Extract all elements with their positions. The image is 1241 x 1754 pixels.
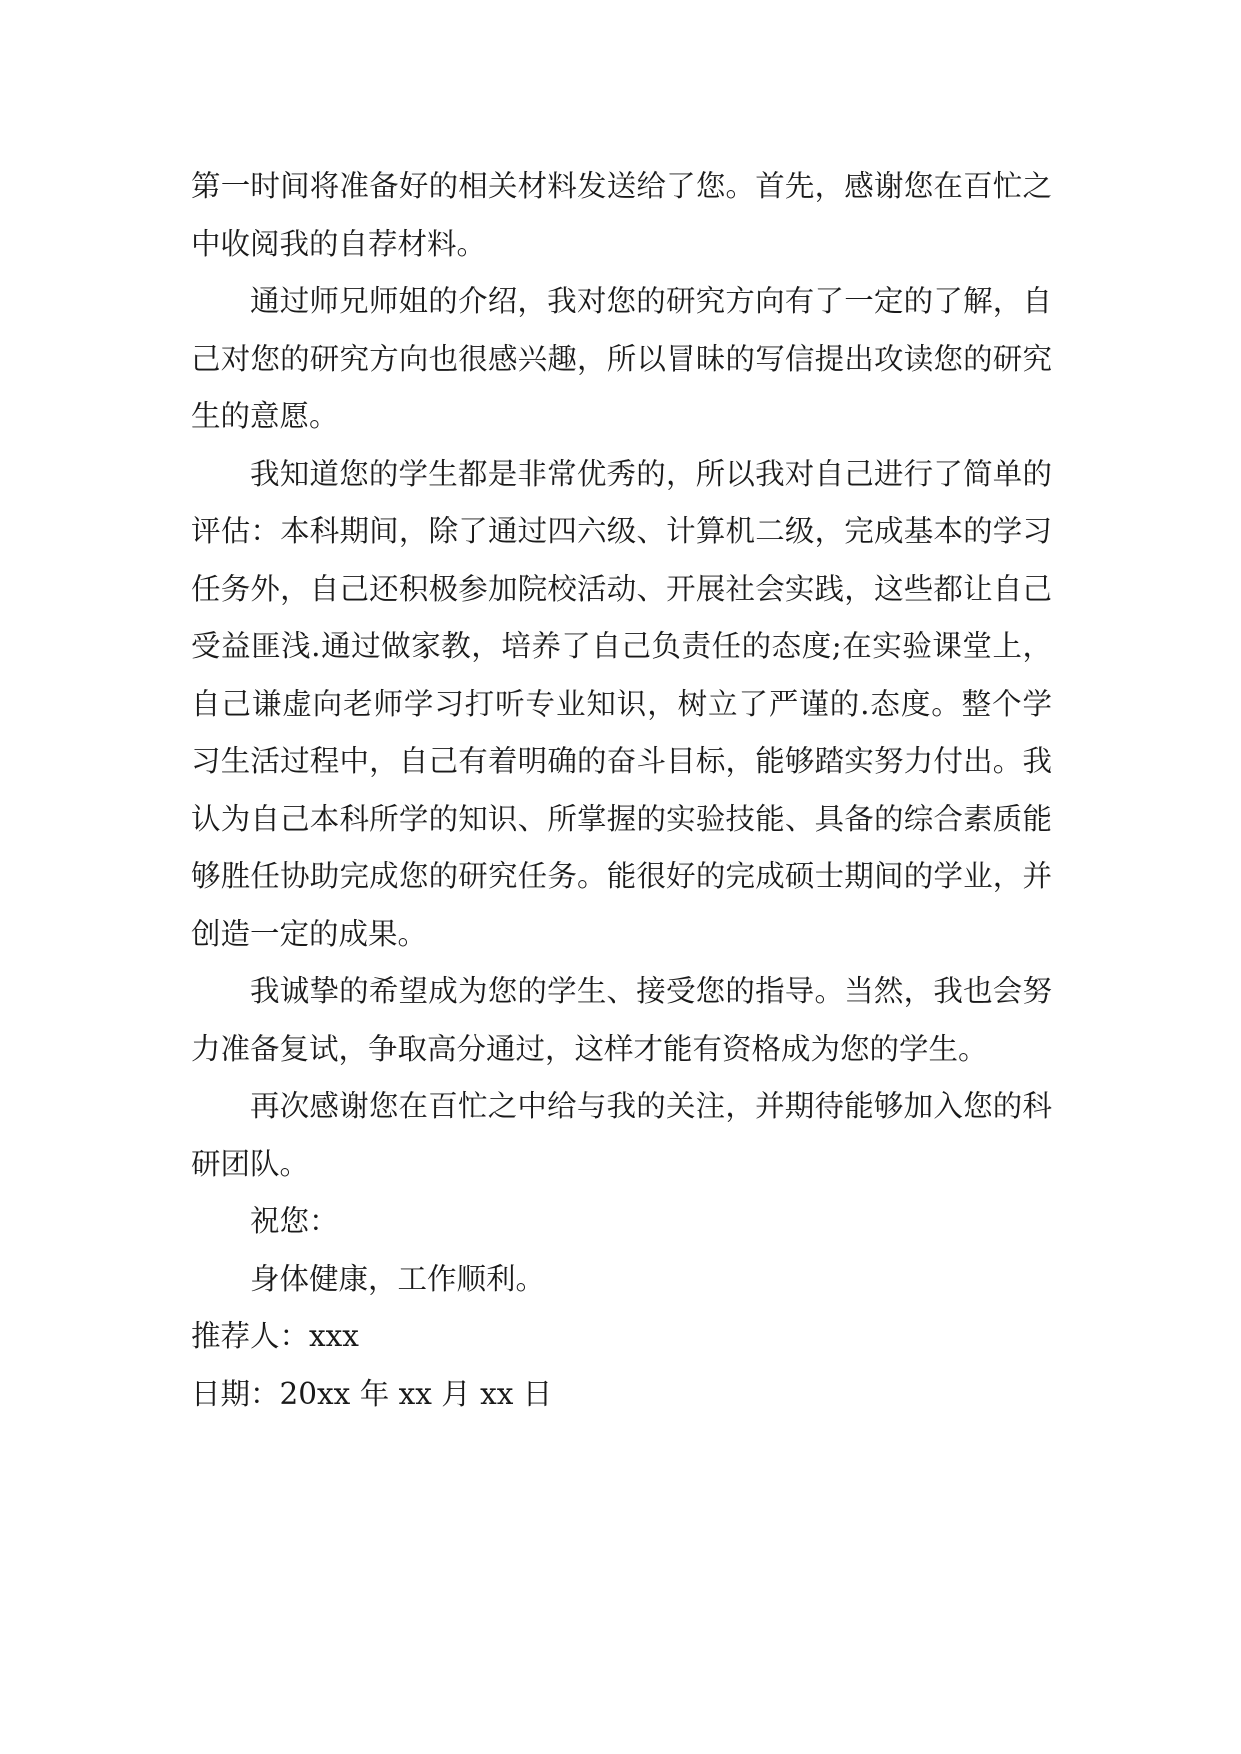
letter-body	[191, 158, 1052, 1423]
paragraph-salutation: 祝您：	[250, 1204, 339, 1238]
date-line: 日期：20xx 年 xx 月 xx 日	[191, 1376, 553, 1411]
paragraph-self-evaluation: 我知道您的学生都是非常优秀的，所以我对自己进行了简单的评估：本科期间，除了通过四六级、计算机二级，完成基本的学习任务外，自己还积极参加院校活动、开展社会实践，这些都让自己受益匪浅.通过做家教，培养了自己负责任的态度;在实验课堂上，自己谦虚向老师学习打听专业知识，树立了严谨的.态度。整个学习生活过程中，自己有着明确的奋斗目标，能够踏实努力付出。我认为自己本科所学的知识、所掌握的实验技能、具备的综合素质能够胜任协助完成您的研究任务。能很好的完成硕士期间的学业，并创造一定的成果。	[191, 456, 1052, 951]
paragraph-opening: 第一时间将准备好的相关材料发送给了您。首先，感谢您在百忙之中收阅我的自荐材料。	[191, 169, 1052, 261]
paragraph-wishes: 身体健康，工作顺利。	[250, 1261, 546, 1296]
recommender-line: 推荐人：xxx	[191, 1319, 359, 1353]
paragraph-hope: 我诚挚的希望成为您的学生、接受您的指导。当然，我也会努力准备复试，争取高分通过，这样才能有资格成为您的学生。	[191, 974, 1052, 1066]
paragraph-research-interest: 通过师兄师姐的介绍，我对您的研究方向有了一定的了解，自己对您的研究方向也很感兴趣，所以冒昧的写信提出攻读您的研究生的意愿。	[191, 284, 1052, 433]
paragraph-thanks: 再次感谢您在百忙之中给与我的关注，并期待能够加入您的科研团队。	[191, 1089, 1052, 1181]
